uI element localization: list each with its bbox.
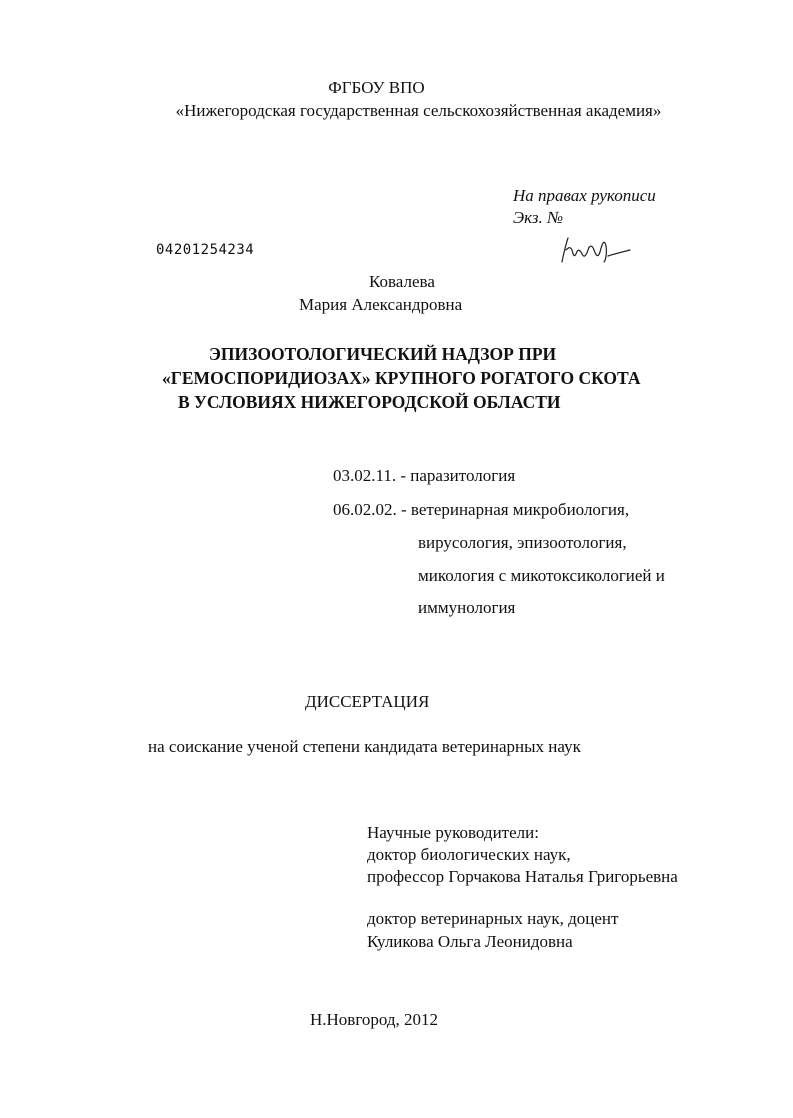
title-line3: В УСЛОВИЯХ НИЖЕГОРОДСКОЙ ОБЛАСТИ — [178, 392, 561, 412]
organization-short: ФГБОУ ВПО — [328, 78, 425, 97]
specialty-2-line4: иммунология — [418, 598, 516, 617]
author-first-patronymic: Мария Александровна — [299, 295, 463, 314]
handwritten-signature — [556, 232, 636, 268]
supervisors-heading: Научные руководители: — [367, 823, 539, 842]
supervisor-2-degree: доктор ветеринарных наук, доцент — [367, 909, 619, 928]
rights-note-line2: Экз. № — [513, 208, 564, 227]
work-type: ДИССЕРТАЦИЯ — [305, 692, 430, 711]
city-year: Н.Новгород, 2012 — [310, 1010, 439, 1029]
organization-full: «Нижегородская государственная сельскохозяйственная академия» — [175, 101, 662, 120]
specialty-2-line2: вирусология, эпизоотология, — [418, 533, 627, 552]
specialty-2-line3: микология с микотоксикологией и — [418, 566, 665, 585]
supervisor-2-name: Куликова Ольга Леонидовна — [367, 932, 573, 951]
catalog-code: 04201254234 — [156, 242, 255, 258]
specialty-2-line1: 06.02.02. - ветеринарная микробиология, — [333, 500, 630, 519]
degree-statement: на соискание ученой степени кандидата ветеринарных наук — [148, 737, 581, 756]
title-line2: «ГЕМОСПОРИДИОЗАХ» КРУПНОГО РОГАТОГО СКОТА — [162, 368, 641, 388]
specialty-1: 03.02.11. - паразитология — [333, 466, 516, 485]
supervisor-1-degree: доктор биологических наук, — [367, 845, 571, 864]
author-last-name: Ковалева — [369, 272, 435, 291]
supervisor-1-name: профессор Горчакова Наталья Григорьевна — [367, 867, 678, 886]
title-line1: ЭПИЗООТОЛОГИЧЕСКИЙ НАДЗОР ПРИ — [209, 344, 557, 364]
rights-note-line1: На правах рукописи — [513, 186, 656, 205]
